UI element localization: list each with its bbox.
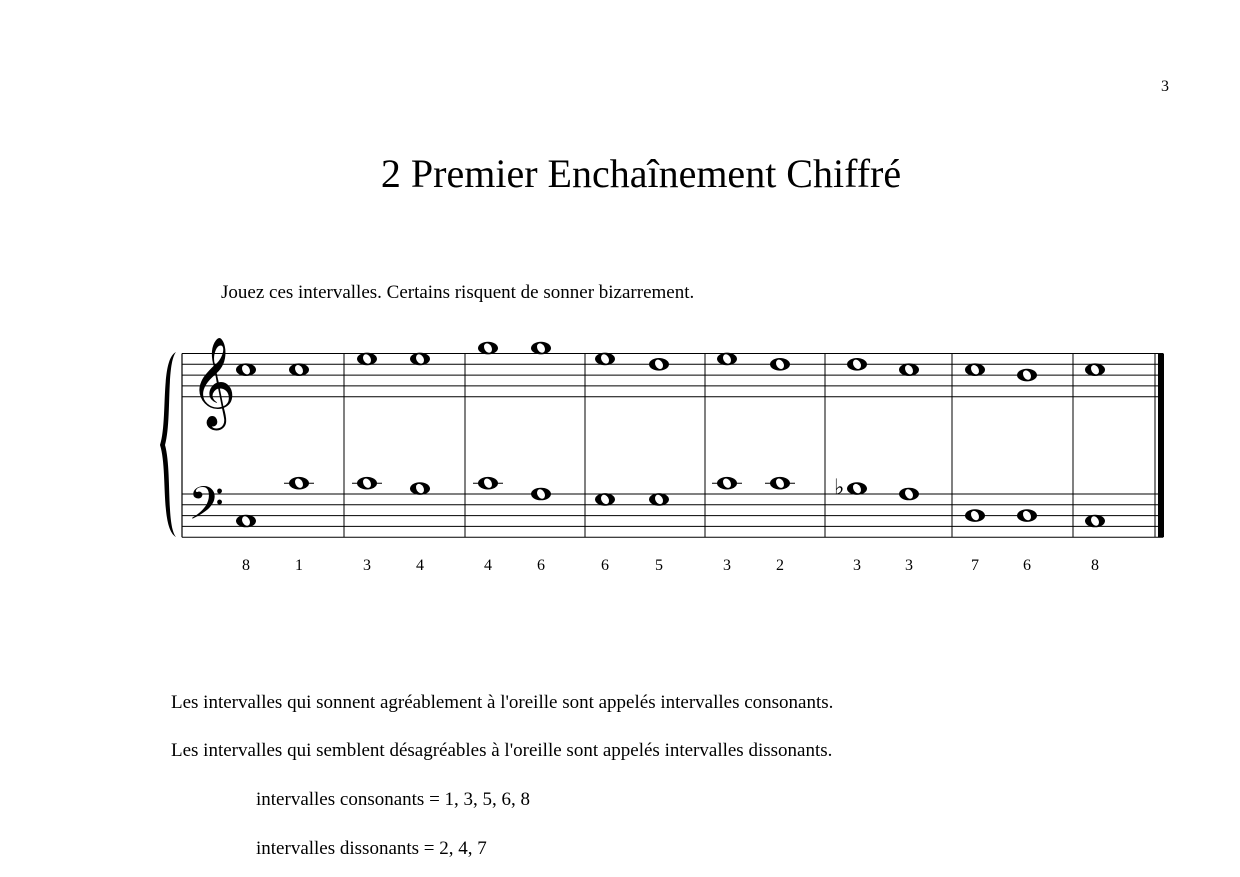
- interval-figure: 6: [537, 557, 545, 574]
- final-barline-thick: [1158, 354, 1164, 538]
- note-layer: [236, 342, 1105, 527]
- treble-clef-icon: 𝄞: [190, 337, 237, 427]
- definition-dissonant: intervalles dissonants = 2, 4, 7: [256, 838, 487, 859]
- figure-layer: [242, 557, 1099, 574]
- flat-icon: ♭: [834, 475, 845, 501]
- interval-figure: 5: [655, 557, 663, 574]
- interval-figure: 2: [776, 557, 784, 574]
- interval-figure: 8: [242, 557, 250, 574]
- interval-figure: 1: [295, 557, 303, 574]
- interval-figure: 3: [905, 557, 913, 574]
- section-title: 2 Premier Enchaînement Chiffré: [380, 151, 902, 196]
- brace-icon: [160, 352, 176, 537]
- interval-figure: 3: [853, 557, 861, 574]
- interval-figure: 7: [971, 557, 979, 574]
- page-number: 3: [1161, 78, 1169, 95]
- interval-figure: 3: [363, 557, 371, 574]
- interval-figure: 6: [1023, 557, 1031, 574]
- interval-figure: 6: [601, 557, 609, 574]
- paragraph-consonant: Les intervalles qui sonnent agréablement à l'oreille sont appelés intervalles consonants.: [171, 692, 834, 713]
- interval-figure: 8: [1091, 557, 1099, 574]
- interval-figure: 4: [416, 557, 424, 574]
- paragraph-dissonant: Les intervalles qui semblent désagréables à l'oreille sont appelés intervalles dissonants.: [171, 740, 833, 761]
- definition-consonant: intervalles consonants = 1, 3, 5, 6, 8: [256, 789, 531, 810]
- interval-figure: 4: [484, 557, 492, 574]
- music-score: [150, 325, 1180, 590]
- interval-figure: 3: [723, 557, 731, 574]
- bass-clef-icon: 𝄢: [188, 477, 225, 542]
- exercise-instruction: Jouez ces intervalles. Certains risquent de sonner bizarrement.: [221, 282, 695, 303]
